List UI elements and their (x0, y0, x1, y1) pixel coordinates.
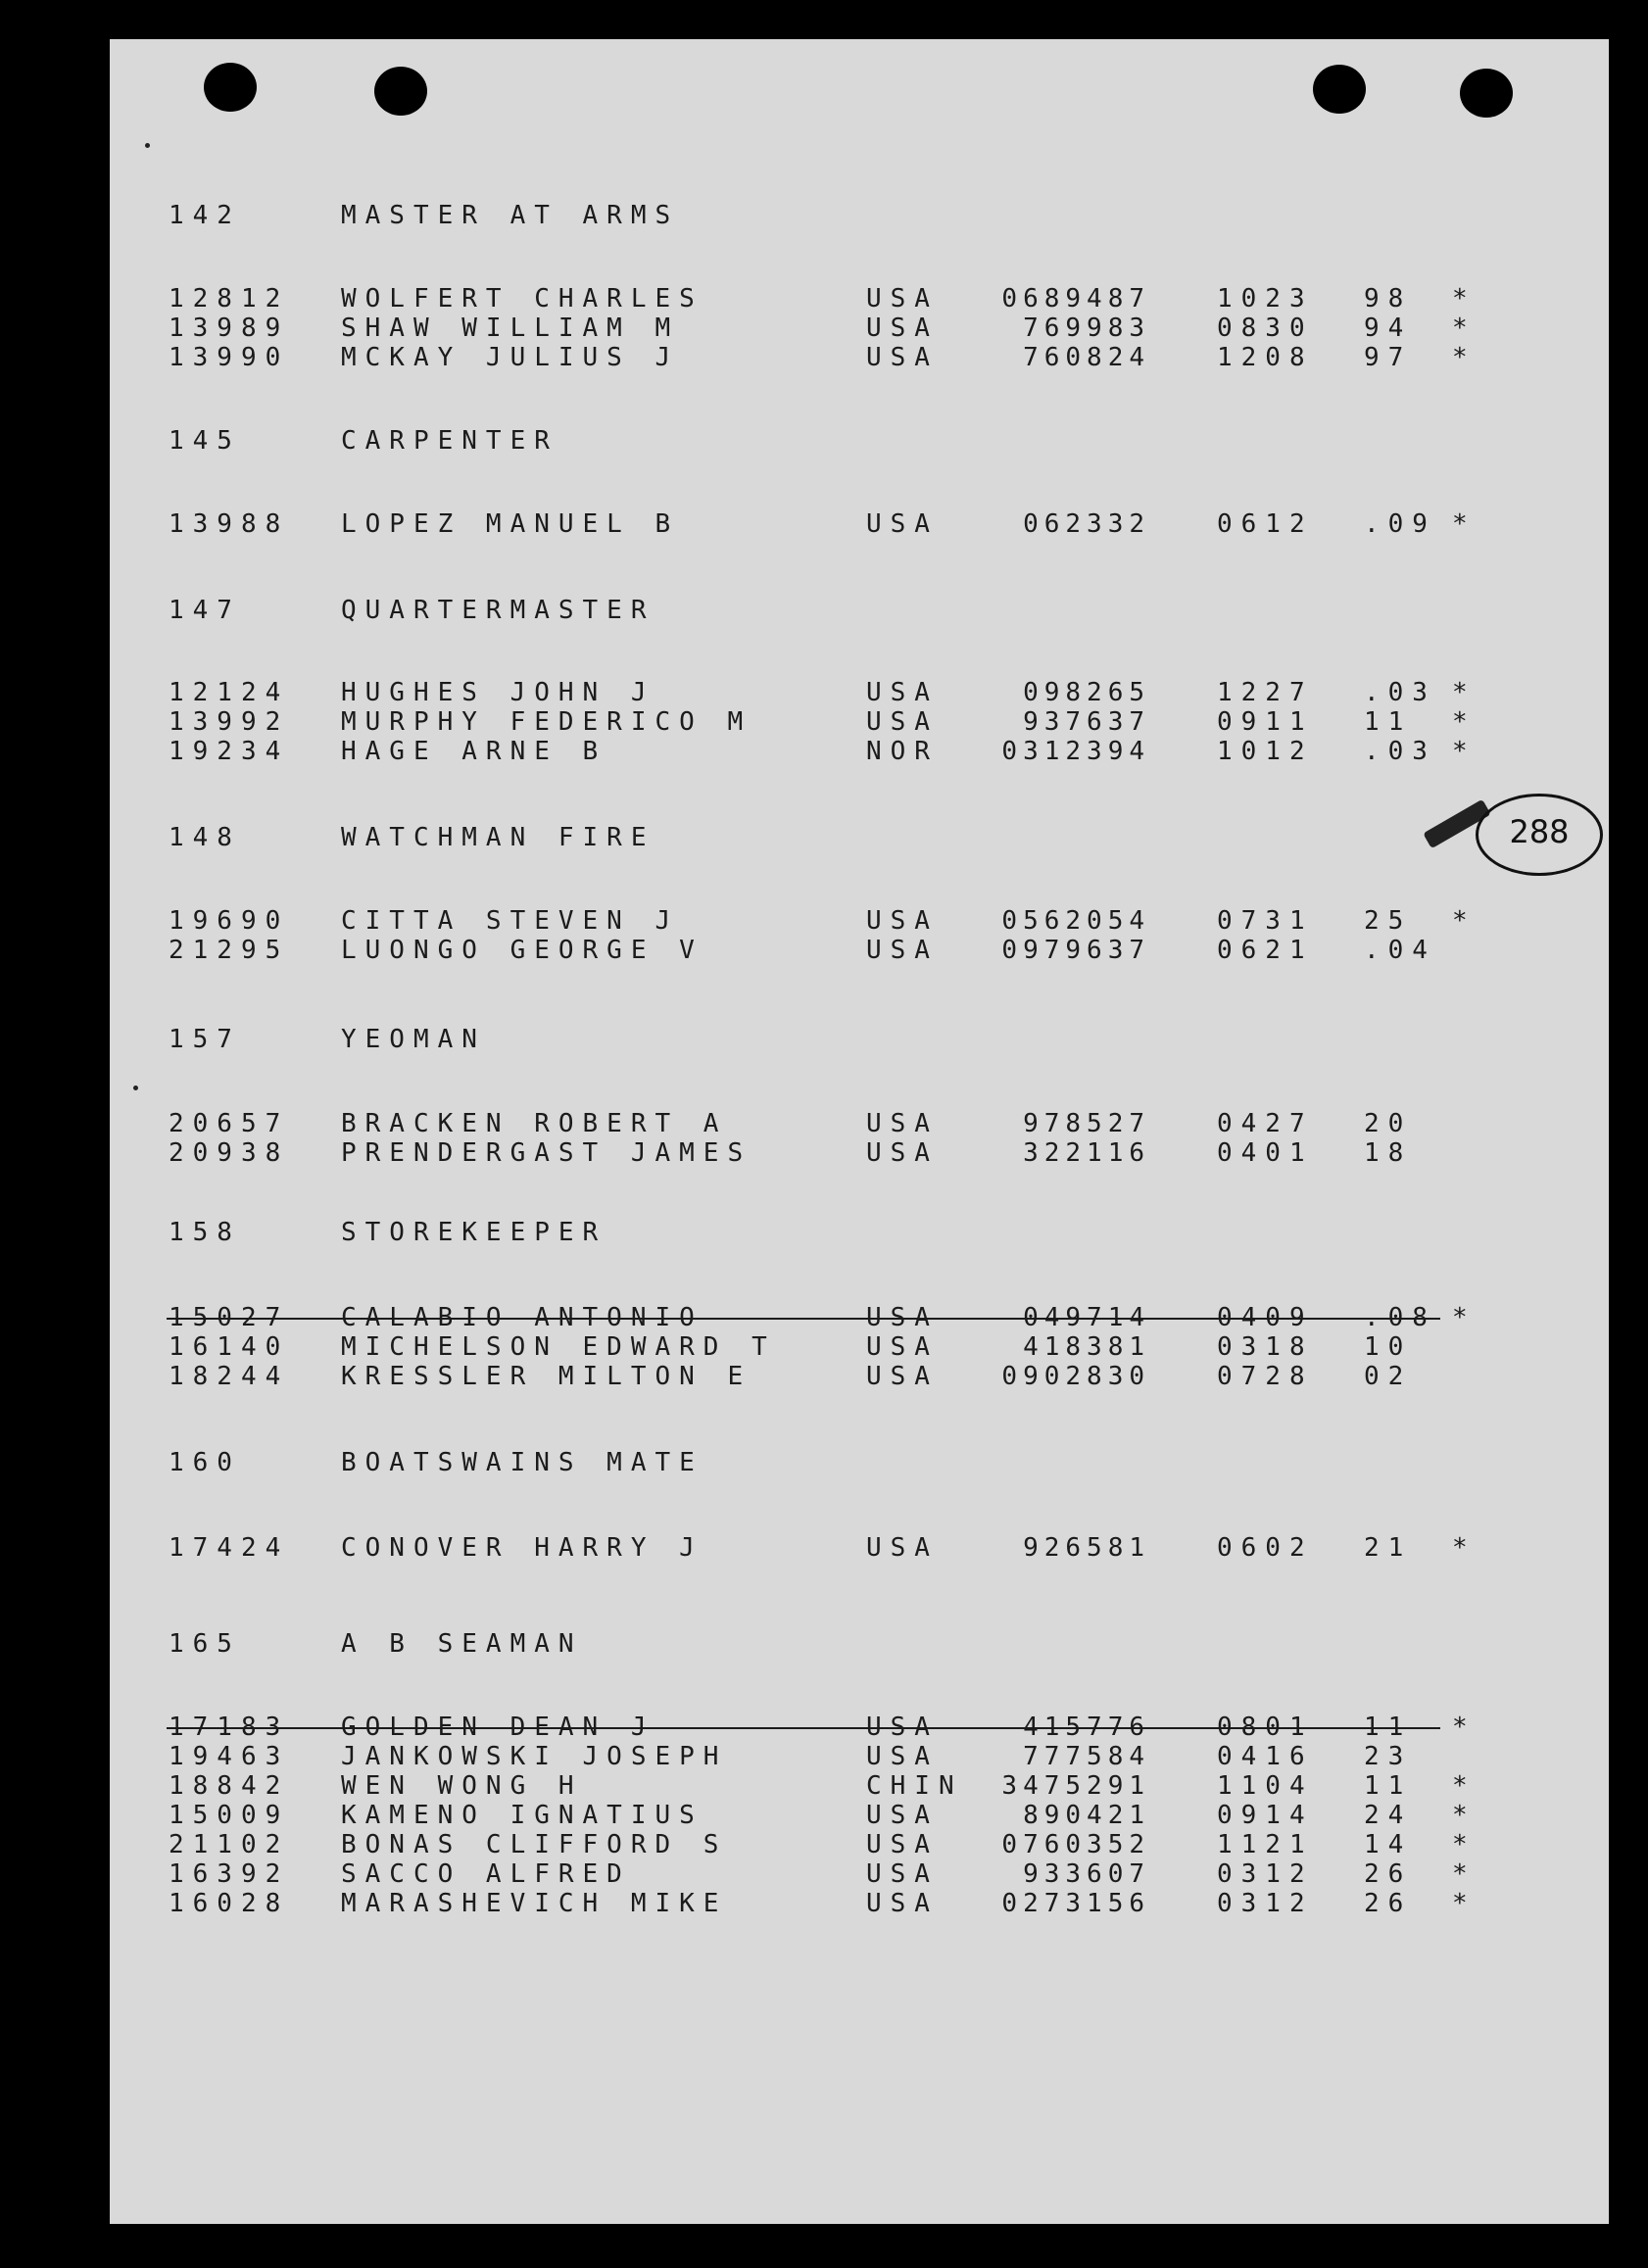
crew-id: 0689487 (1001, 284, 1150, 314)
nationality: USA (866, 678, 939, 707)
document-page (110, 39, 1609, 2224)
nationality: USA (866, 906, 939, 936)
crew-id: 978527 (1023, 1109, 1150, 1138)
crew-value: 26 (1364, 1889, 1413, 1918)
section-title: STOREKEEPER (341, 1218, 607, 1247)
nationality: USA (866, 1801, 939, 1830)
crew-value: 11 (1364, 707, 1413, 737)
crew-date: 1208 (1217, 343, 1314, 372)
crew-name: SACCO ALFRED (341, 1859, 631, 1889)
crew-name: HUGHES JOHN J (341, 678, 655, 707)
crew-number: 19463 (169, 1742, 290, 1771)
crew-value: .03 (1364, 678, 1436, 707)
crew-value: 21 (1364, 1533, 1413, 1563)
crew-number: 13989 (169, 314, 290, 343)
crew-name: WEN WONG H (341, 1771, 583, 1801)
crew-name: MCKAY JULIUS J (341, 343, 680, 372)
crew-number: 16140 (169, 1332, 290, 1362)
crew-value: 11 (1364, 1713, 1413, 1742)
crew-date: 1012 (1217, 737, 1314, 766)
crew-id: 760824 (1023, 343, 1150, 372)
crew-name: BRACKEN ROBERT A (341, 1109, 728, 1138)
crew-number: 18842 (169, 1771, 290, 1801)
crew-number: 12812 (169, 284, 290, 314)
crew-date: 1023 (1217, 284, 1314, 314)
crew-value: 18 (1364, 1138, 1413, 1168)
asterisk-mark: * (1452, 509, 1477, 539)
crew-value: 10 (1364, 1332, 1413, 1362)
crew-name: GOLDEN DEAN J (341, 1713, 655, 1742)
nationality: USA (866, 1830, 939, 1859)
crew-name: LUONGO GEORGE V (341, 936, 703, 965)
asterisk-mark: * (1452, 1771, 1477, 1801)
nationality: USA (866, 1109, 939, 1138)
page-number-stamp: 288 (1476, 794, 1603, 876)
nationality: USA (866, 509, 939, 539)
crew-number: 16392 (169, 1859, 290, 1889)
crew-name: WOLFERT CHARLES (341, 284, 703, 314)
crew-value: .08 (1364, 1303, 1436, 1332)
section-title: MASTER AT ARMS (341, 201, 680, 230)
crew-id: 937637 (1023, 707, 1150, 737)
crew-value: 02 (1364, 1362, 1413, 1391)
crew-value: 26 (1364, 1859, 1413, 1889)
nationality: USA (866, 284, 939, 314)
crew-date: 0728 (1217, 1362, 1314, 1391)
crew-number: 15009 (169, 1801, 290, 1830)
crew-name: KAMENO IGNATIUS (341, 1801, 703, 1830)
crew-date: 0312 (1217, 1889, 1314, 1918)
crew-date: 0409 (1217, 1303, 1314, 1332)
asterisk-mark: * (1452, 1533, 1477, 1563)
asterisk-mark: * (1452, 1303, 1477, 1332)
nationality: USA (866, 314, 939, 343)
crew-value: .04 (1364, 936, 1436, 965)
crew-number: 17424 (169, 1533, 290, 1563)
nationality: USA (866, 1889, 939, 1918)
section-title: BOATSWAINS MATE (341, 1448, 703, 1477)
asterisk-mark: * (1452, 1830, 1477, 1859)
crew-number: 21295 (169, 936, 290, 965)
nationality: CHIN (866, 1771, 963, 1801)
crew-name: SHAW WILLIAM M (341, 314, 680, 343)
crew-value: 97 (1364, 343, 1413, 372)
crew-value: 11 (1364, 1771, 1413, 1801)
crew-id: 0902830 (1001, 1362, 1150, 1391)
crew-name: MARASHEVICH MIKE (341, 1889, 728, 1918)
crew-number: 13992 (169, 707, 290, 737)
crew-name: CALABIO ANTONIO (341, 1303, 703, 1332)
crew-id: 322116 (1023, 1138, 1150, 1168)
speck (133, 1086, 138, 1090)
crew-name: MICHELSON EDWARD T (341, 1332, 776, 1362)
section-title: YEOMAN (341, 1025, 486, 1054)
crew-number: 12124 (169, 678, 290, 707)
crew-value: 98 (1364, 284, 1413, 314)
asterisk-mark: * (1452, 737, 1477, 766)
crew-date: 0427 (1217, 1109, 1314, 1138)
nationality: USA (866, 1742, 939, 1771)
crew-date: 0830 (1217, 314, 1314, 343)
crew-date: 0731 (1217, 906, 1314, 936)
crew-date: 0401 (1217, 1138, 1314, 1168)
punch-hole (374, 67, 427, 116)
nationality: USA (866, 1138, 939, 1168)
crew-id: 769983 (1023, 314, 1150, 343)
crew-date: 0914 (1217, 1801, 1314, 1830)
crew-date: 1104 (1217, 1771, 1314, 1801)
section-code: 142 (169, 201, 241, 230)
asterisk-mark: * (1452, 343, 1477, 372)
nationality: NOR (866, 737, 939, 766)
speck (145, 143, 150, 148)
crew-number: 16028 (169, 1889, 290, 1918)
asterisk-mark: * (1452, 1713, 1477, 1742)
nationality: USA (866, 1303, 939, 1332)
section-code: 160 (169, 1448, 241, 1477)
crew-number: 13988 (169, 509, 290, 539)
crew-value: 25 (1364, 906, 1413, 936)
crew-id: 0562054 (1001, 906, 1150, 936)
section-code: 145 (169, 426, 241, 456)
nationality: USA (866, 1533, 939, 1563)
section-title: WATCHMAN FIRE (341, 823, 655, 852)
nationality: USA (866, 1859, 939, 1889)
crew-id: 0979637 (1001, 936, 1150, 965)
crew-name: CONOVER HARRY J (341, 1533, 703, 1563)
asterisk-mark: * (1452, 1889, 1477, 1918)
crew-id: 0760352 (1001, 1830, 1150, 1859)
crew-id: 0312394 (1001, 737, 1150, 766)
nationality: USA (866, 343, 939, 372)
crew-name: KRESSLER MILTON E (341, 1362, 752, 1391)
crew-date: 0318 (1217, 1332, 1314, 1362)
crew-value: .03 (1364, 737, 1436, 766)
crew-id: 415776 (1023, 1713, 1150, 1742)
crew-name: JANKOWSKI JOSEPH (341, 1742, 728, 1771)
crew-name: PRENDERGAST JAMES (341, 1138, 752, 1168)
crew-id: 890421 (1023, 1801, 1150, 1830)
section-code: 165 (169, 1629, 241, 1659)
crew-number: 18244 (169, 1362, 290, 1391)
section-code: 147 (169, 596, 241, 625)
section-title: CARPENTER (341, 426, 558, 456)
crew-number: 19234 (169, 737, 290, 766)
crew-date: 0612 (1217, 509, 1314, 539)
crew-name: MURPHY FEDERICO M (341, 707, 752, 737)
crew-number: 20657 (169, 1109, 290, 1138)
crew-value: 23 (1364, 1742, 1413, 1771)
section-title: QUARTERMASTER (341, 596, 655, 625)
crew-name: LOPEZ MANUEL B (341, 509, 680, 539)
crew-number: 20938 (169, 1138, 290, 1168)
crew-date: 0602 (1217, 1533, 1314, 1563)
crew-number: 15027 (169, 1303, 290, 1332)
nationality: USA (866, 707, 939, 737)
crew-number: 17183 (169, 1713, 290, 1742)
asterisk-mark: * (1452, 707, 1477, 737)
punch-hole (1313, 65, 1366, 114)
crew-number: 19690 (169, 906, 290, 936)
crew-value: .09 (1364, 509, 1436, 539)
nationality: USA (866, 936, 939, 965)
nationality: USA (866, 1362, 939, 1391)
crew-value: 24 (1364, 1801, 1413, 1830)
asterisk-mark: * (1452, 906, 1477, 936)
crew-date: 0312 (1217, 1859, 1314, 1889)
crew-id: 777584 (1023, 1742, 1150, 1771)
nationality: USA (866, 1713, 939, 1742)
crew-date: 0911 (1217, 707, 1314, 737)
asterisk-mark: * (1452, 1859, 1477, 1889)
section-code: 148 (169, 823, 241, 852)
section-code: 158 (169, 1218, 241, 1247)
crew-id: 098265 (1023, 678, 1150, 707)
crew-date: 0801 (1217, 1713, 1314, 1742)
crew-date: 0621 (1217, 936, 1314, 965)
crew-date: 1227 (1217, 678, 1314, 707)
crew-id: 926581 (1023, 1533, 1150, 1563)
punch-hole (204, 63, 257, 112)
crew-name: CITTA STEVEN J (341, 906, 680, 936)
crew-value: 94 (1364, 314, 1413, 343)
nationality: USA (866, 1332, 939, 1362)
crew-id: 0273156 (1001, 1889, 1150, 1918)
asterisk-mark: * (1452, 284, 1477, 314)
crew-name: HAGE ARNE B (341, 737, 607, 766)
crew-number: 13990 (169, 343, 290, 372)
crew-id: 049714 (1023, 1303, 1150, 1332)
crew-name: BONAS CLIFFORD S (341, 1830, 728, 1859)
crew-id: 418381 (1023, 1332, 1150, 1362)
asterisk-mark: * (1452, 1801, 1477, 1830)
punch-hole (1460, 69, 1513, 118)
crew-date: 1121 (1217, 1830, 1314, 1859)
crew-date: 0416 (1217, 1742, 1314, 1771)
crew-id: 3475291 (1001, 1771, 1150, 1801)
asterisk-mark: * (1452, 678, 1477, 707)
crew-id: 933607 (1023, 1859, 1150, 1889)
asterisk-mark: * (1452, 314, 1477, 343)
section-title: A B SEAMAN (341, 1629, 583, 1659)
section-code: 157 (169, 1025, 241, 1054)
crew-value: 20 (1364, 1109, 1413, 1138)
crew-id: 062332 (1023, 509, 1150, 539)
crew-number: 21102 (169, 1830, 290, 1859)
crew-value: 14 (1364, 1830, 1413, 1859)
